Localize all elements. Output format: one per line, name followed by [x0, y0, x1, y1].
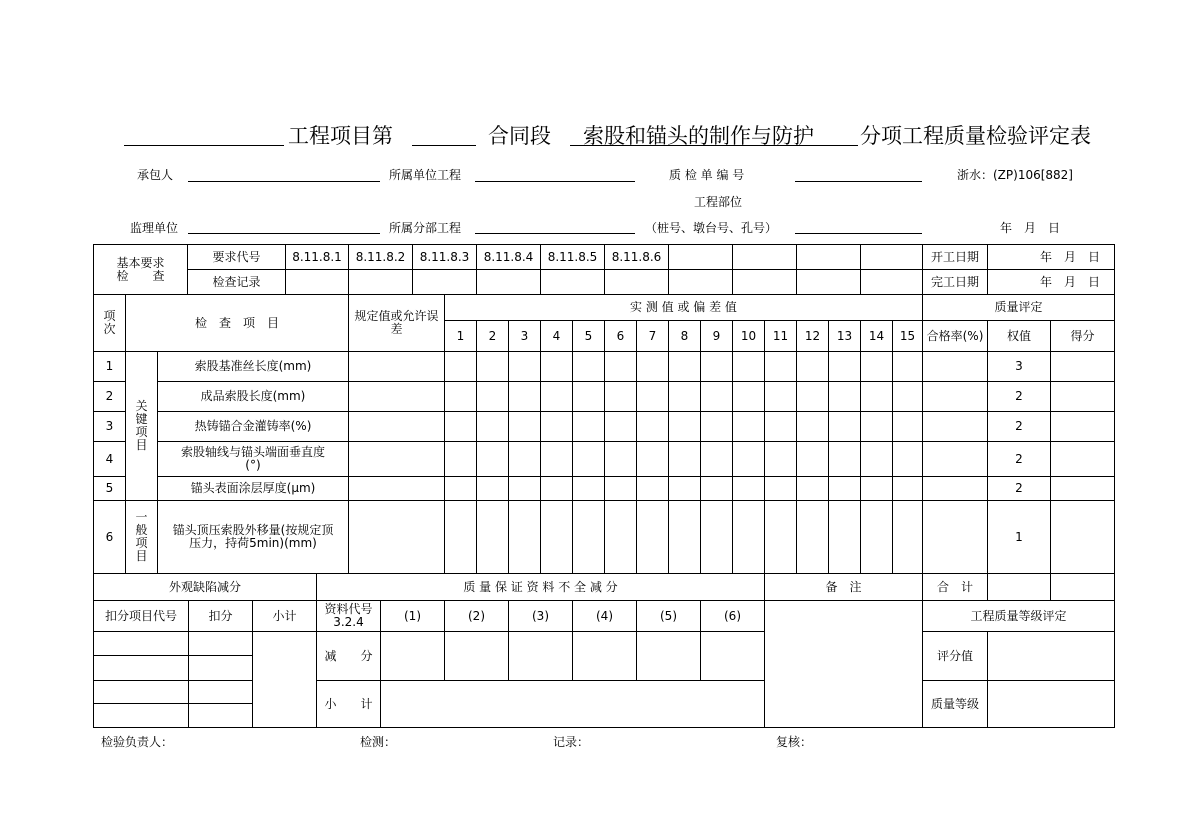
row-measure-cell[interactable]	[572, 476, 605, 501]
key-items-group: 关键项目	[125, 351, 158, 501]
row-spec-cell[interactable]	[348, 351, 445, 382]
deduction-cell[interactable]	[188, 680, 253, 704]
row-measure-cell[interactable]	[604, 476, 637, 501]
remarks-cell[interactable]	[764, 600, 923, 728]
row-pass-rate-cell[interactable]	[922, 381, 988, 412]
row-measure-cell[interactable]	[732, 441, 765, 477]
quality-grade-cell[interactable]	[987, 680, 1115, 728]
row-measure-cell[interactable]	[892, 351, 923, 382]
row-score-cell[interactable]	[1050, 441, 1115, 477]
row-item-name: 索股基准丝长度(mm)	[157, 351, 349, 382]
row-score-cell[interactable]	[1050, 500, 1115, 574]
spec-header: 规定值或允许误差	[348, 294, 445, 352]
row-measure-cell[interactable]	[444, 351, 477, 382]
check-record-cell[interactable]	[860, 269, 923, 295]
reviewer-label: 复核：	[776, 735, 813, 749]
row-number: 1	[93, 351, 126, 382]
row-measure-cell[interactable]	[572, 411, 605, 442]
row-measure-cell[interactable]	[668, 441, 701, 477]
row-measure-cell[interactable]	[668, 351, 701, 382]
measure-col-header: 7	[636, 320, 669, 352]
row-measure-cell[interactable]	[476, 500, 509, 574]
item-no-header: 项次	[93, 294, 126, 352]
row-number: 2	[93, 381, 126, 412]
check-record-cell[interactable]	[796, 269, 861, 295]
deduction-cell[interactable]	[188, 703, 253, 728]
inspector-label: 检验负责人：	[101, 735, 174, 749]
row-pass-rate-cell[interactable]	[922, 351, 988, 382]
doc-deduct-label: 减 分	[316, 631, 381, 681]
doc-deduct-cell[interactable]	[380, 631, 445, 681]
measure-col-header: 2	[476, 320, 509, 352]
row-measure-cell[interactable]	[892, 476, 923, 501]
row-measure-cell[interactable]	[540, 381, 573, 412]
pass-rate-header: 合格率(%)	[922, 320, 988, 352]
row-number: 5	[93, 476, 126, 501]
check-record-cell[interactable]	[412, 269, 477, 295]
row-measure-cell[interactable]	[572, 351, 605, 382]
form-date: 年 月 日	[1000, 221, 1061, 235]
row-measure-cell[interactable]	[700, 441, 733, 477]
row-measure-cell[interactable]	[540, 476, 573, 501]
row-measure-cell[interactable]	[764, 351, 797, 382]
req-code-empty	[732, 244, 797, 270]
check-record-cell[interactable]	[476, 269, 541, 295]
row-number: 4	[93, 441, 126, 477]
req-code-empty	[668, 244, 733, 270]
general-items-group: 一般项目	[125, 500, 158, 574]
row-measure-cell[interactable]	[636, 351, 669, 382]
check-record-cell[interactable]	[604, 269, 669, 295]
check-record-cell[interactable]	[285, 269, 349, 295]
row-spec-cell[interactable]	[348, 441, 445, 477]
title-part2: 合同段	[488, 124, 551, 148]
row-measure-cell[interactable]	[860, 500, 893, 574]
measure-col-header: 4	[540, 320, 573, 352]
deduction-code-cell[interactable]	[93, 631, 189, 656]
score-value-cell[interactable]	[987, 631, 1115, 681]
row-measure-cell[interactable]	[540, 411, 573, 442]
doc-subtotal-cell[interactable]	[380, 680, 765, 728]
appearance-subtotal-cell[interactable]	[252, 631, 317, 728]
check-record-cell[interactable]	[732, 269, 797, 295]
item-underline	[570, 145, 858, 146]
appearance-deduction-header: 外观缺陷减分	[93, 573, 317, 601]
deduction-code-cell[interactable]	[93, 703, 189, 728]
check-record-cell[interactable]	[540, 269, 605, 295]
row-item-name: 热铸锚合金灌铸率(%)	[157, 411, 349, 442]
score-header: 得分	[1050, 320, 1115, 352]
measure-col-header: 9	[700, 320, 733, 352]
row-measure-cell[interactable]	[636, 476, 669, 501]
start-date-label: 开工日期	[922, 244, 988, 270]
measure-col-header: 14	[860, 320, 893, 352]
row-measure-cell[interactable]	[860, 476, 893, 501]
row-measure-cell[interactable]	[700, 500, 733, 574]
row-measure-cell[interactable]	[604, 381, 637, 412]
doc-subtotal-label: 小 计	[316, 680, 381, 728]
row-measure-cell[interactable]	[668, 411, 701, 442]
measure-col-header: 3	[508, 320, 541, 352]
qc-no-label: 质 检 单 编 号	[669, 168, 745, 182]
row-measure-cell[interactable]	[476, 411, 509, 442]
row-measure-cell[interactable]	[636, 381, 669, 412]
row-measure-cell[interactable]	[796, 351, 829, 382]
basic-requirements-label: 基本要求 检 查	[93, 244, 188, 295]
row-measure-cell[interactable]	[700, 351, 733, 382]
row-measure-cell[interactable]	[508, 441, 541, 477]
qa-missing-header: 质 量 保 证 资 料 不 全 减 分	[316, 573, 765, 601]
title-part1: 工程项目第	[288, 124, 393, 148]
row-measure-cell[interactable]	[444, 500, 477, 574]
row-measure-cell[interactable]	[860, 381, 893, 412]
row-measure-cell[interactable]	[796, 500, 829, 574]
start-date-value[interactable]: 年 月 日	[987, 244, 1115, 270]
row-measure-cell[interactable]	[508, 411, 541, 442]
row-weight: 3	[987, 351, 1051, 382]
quality-grade-label: 质量等级	[922, 680, 988, 728]
req-code: 8.11.8.3	[412, 244, 477, 270]
row-measure-cell[interactable]	[636, 411, 669, 442]
req-code-label: 要求代号	[187, 244, 286, 270]
check-item-header: 检 查 项 目	[125, 294, 349, 352]
row-spec-cell[interactable]	[348, 476, 445, 501]
unit-project-label: 所属单位工程	[389, 168, 462, 182]
weight-header: 权值	[987, 320, 1051, 352]
remarks-header: 备 注	[764, 573, 923, 601]
row-pass-rate-cell[interactable]	[922, 500, 988, 574]
doc-item-header: (2)	[444, 600, 509, 632]
row-measure-cell[interactable]	[476, 381, 509, 412]
row-measure-cell[interactable]	[444, 476, 477, 501]
row-measure-cell[interactable]	[508, 351, 541, 382]
row-measure-cell[interactable]	[668, 476, 701, 501]
row-measure-cell[interactable]	[604, 441, 637, 477]
row-measure-cell[interactable]	[828, 411, 861, 442]
req-code-empty	[860, 244, 923, 270]
tester-label: 检测：	[360, 735, 397, 749]
row-measure-cell[interactable]	[860, 411, 893, 442]
row-measure-cell[interactable]	[828, 351, 861, 382]
row-measure-cell[interactable]	[764, 500, 797, 574]
row-measure-cell[interactable]	[828, 476, 861, 501]
row-measure-cell[interactable]	[604, 411, 637, 442]
row-measure-cell[interactable]	[508, 500, 541, 574]
req-code-empty	[796, 244, 861, 270]
row-score-cell[interactable]	[1050, 411, 1115, 442]
row-weight: 2	[987, 476, 1051, 501]
row-pass-rate-cell[interactable]	[922, 476, 988, 501]
measured-header: 实 测 值 或 偏 差 值	[444, 294, 923, 321]
form-code: 浙水：(ZP)106[882]	[957, 168, 1073, 182]
measure-col-header: 12	[796, 320, 829, 352]
row-measure-cell[interactable]	[796, 381, 829, 412]
doc-code-header: 资料代号 3.2.4	[316, 600, 381, 632]
row-measure-cell[interactable]	[572, 441, 605, 477]
row-score-cell[interactable]	[1050, 381, 1115, 412]
row-measure-cell[interactable]	[668, 381, 701, 412]
row-item-name: 锚头顶压索股外移量(按规定顶 压力，持荷5min)(mm)	[157, 500, 349, 574]
row-measure-cell[interactable]	[444, 441, 477, 477]
pile-label: （桩号、墩台号、孔号）	[645, 221, 778, 235]
row-measure-cell[interactable]	[828, 381, 861, 412]
supervisor-field[interactable]	[188, 233, 380, 234]
row-measure-cell[interactable]	[892, 411, 923, 442]
deduction-cell[interactable]	[188, 655, 253, 681]
row-measure-cell[interactable]	[668, 500, 701, 574]
end-date-value[interactable]: 年 月 日	[987, 269, 1115, 295]
row-measure-cell[interactable]	[508, 381, 541, 412]
row-pass-rate-cell[interactable]	[922, 441, 988, 477]
row-number: 6	[93, 500, 126, 574]
row-measure-cell[interactable]	[508, 476, 541, 501]
recorder-label: 记录：	[553, 735, 590, 749]
project-name-blank[interactable]	[124, 145, 284, 146]
row-measure-cell[interactable]	[892, 441, 923, 477]
doc-deduct-cell[interactable]	[572, 631, 637, 681]
pile-field[interactable]	[795, 233, 922, 234]
row-measure-cell[interactable]	[700, 381, 733, 412]
row-measure-cell[interactable]	[764, 441, 797, 477]
deduction-code-cell[interactable]	[93, 655, 189, 681]
row-measure-cell[interactable]	[892, 381, 923, 412]
row-measure-cell[interactable]	[476, 476, 509, 501]
grade-evaluation-header: 工程质量等级评定	[922, 600, 1115, 632]
deduction-code-header: 扣分项目代号	[93, 600, 189, 632]
total-label: 合 计	[922, 573, 988, 601]
row-measure-cell[interactable]	[732, 411, 765, 442]
row-weight: 2	[987, 381, 1051, 412]
doc-deduct-cell[interactable]	[700, 631, 765, 681]
row-measure-cell[interactable]	[828, 441, 861, 477]
row-number: 3	[93, 411, 126, 442]
measure-col-header: 13	[828, 320, 861, 352]
measure-col-header: 5	[572, 320, 605, 352]
unit-project-field[interactable]	[475, 181, 635, 182]
location-label: 工程部位	[694, 195, 743, 209]
qc-no-field[interactable]	[795, 181, 922, 182]
deduction-header: 扣分	[188, 600, 253, 632]
row-measure-cell[interactable]	[732, 381, 765, 412]
row-measure-cell[interactable]	[796, 476, 829, 501]
title-item: 索股和锚头的制作与防护	[583, 124, 814, 148]
check-record-cell[interactable]	[668, 269, 733, 295]
doc-deduct-cell[interactable]	[508, 631, 573, 681]
req-code: 8.11.8.5	[540, 244, 605, 270]
doc-item-header: (4)	[572, 600, 637, 632]
row-measure-cell[interactable]	[764, 381, 797, 412]
row-measure-cell[interactable]	[764, 411, 797, 442]
row-score-cell[interactable]	[1050, 476, 1115, 501]
doc-item-header: (1)	[380, 600, 445, 632]
title-part3: 分项工程质量检验评定表	[860, 124, 1091, 148]
total-cell[interactable]	[1050, 573, 1115, 601]
row-measure-cell[interactable]	[828, 500, 861, 574]
row-pass-rate-cell[interactable]	[922, 411, 988, 442]
row-measure-cell[interactable]	[700, 411, 733, 442]
end-date-label: 完工日期	[922, 269, 988, 295]
total-cell[interactable]	[987, 573, 1051, 601]
quality-header: 质量评定	[922, 294, 1115, 321]
row-measure-cell[interactable]	[476, 351, 509, 382]
check-record-cell[interactable]	[348, 269, 413, 295]
measure-col-header: 1	[444, 320, 477, 352]
sub-project-field[interactable]	[475, 233, 635, 234]
req-code: 8.11.8.4	[476, 244, 541, 270]
row-measure-cell[interactable]	[636, 441, 669, 477]
measure-col-header: 15	[892, 320, 923, 352]
doc-deduct-cell[interactable]	[444, 631, 509, 681]
row-measure-cell[interactable]	[540, 441, 573, 477]
deduction-cell[interactable]	[188, 631, 253, 656]
row-measure-cell[interactable]	[860, 441, 893, 477]
row-measure-cell[interactable]	[892, 500, 923, 574]
req-code: 8.11.8.6	[604, 244, 669, 270]
doc-item-header: (5)	[636, 600, 701, 632]
row-measure-cell[interactable]	[476, 441, 509, 477]
row-item-name: 索股轴线与锚头端面垂直度 (°)	[157, 441, 349, 477]
row-measure-cell[interactable]	[732, 476, 765, 501]
req-code: 8.11.8.2	[348, 244, 413, 270]
check-record-label: 检查记录	[187, 269, 286, 295]
sub-project-label: 所属分部工程	[389, 221, 462, 235]
row-measure-cell[interactable]	[764, 476, 797, 501]
row-measure-cell[interactable]	[604, 500, 637, 574]
row-spec-cell[interactable]	[348, 411, 445, 442]
row-measure-cell[interactable]	[604, 351, 637, 382]
row-weight: 2	[987, 411, 1051, 442]
row-measure-cell[interactable]	[796, 441, 829, 477]
measure-col-header: 8	[668, 320, 701, 352]
deduction-code-cell[interactable]	[93, 680, 189, 704]
subtotal-header: 小计	[252, 600, 317, 632]
row-measure-cell[interactable]	[444, 411, 477, 442]
row-weight: 2	[987, 441, 1051, 477]
row-measure-cell[interactable]	[540, 500, 573, 574]
row-measure-cell[interactable]	[700, 476, 733, 501]
row-measure-cell[interactable]	[572, 381, 605, 412]
row-measure-cell[interactable]	[540, 351, 573, 382]
row-weight: 1	[987, 500, 1051, 574]
doc-deduct-cell[interactable]	[636, 631, 701, 681]
row-item-name: 锚头表面涂层厚度(μm)	[157, 476, 349, 501]
contract-section-blank[interactable]	[412, 145, 476, 146]
row-item-name: 成品索股长度(mm)	[157, 381, 349, 412]
contractor-label: 承包人	[137, 168, 174, 182]
row-spec-cell[interactable]	[348, 500, 445, 574]
measure-col-header: 6	[604, 320, 637, 352]
measure-col-header: 11	[764, 320, 797, 352]
supervisor-label: 监理单位	[130, 221, 179, 235]
row-measure-cell[interactable]	[636, 500, 669, 574]
doc-item-header: (3)	[508, 600, 573, 632]
measure-col-header: 10	[732, 320, 765, 352]
score-value-label: 评分值	[922, 631, 988, 681]
row-measure-cell[interactable]	[732, 500, 765, 574]
row-measure-cell[interactable]	[572, 500, 605, 574]
row-measure-cell[interactable]	[444, 381, 477, 412]
doc-item-header: (6)	[700, 600, 765, 632]
row-measure-cell[interactable]	[732, 351, 765, 382]
row-spec-cell[interactable]	[348, 381, 445, 412]
contractor-field[interactable]	[188, 181, 380, 182]
row-score-cell[interactable]	[1050, 351, 1115, 382]
row-measure-cell[interactable]	[796, 411, 829, 442]
req-code: 8.11.8.1	[285, 244, 349, 270]
row-measure-cell[interactable]	[860, 351, 893, 382]
